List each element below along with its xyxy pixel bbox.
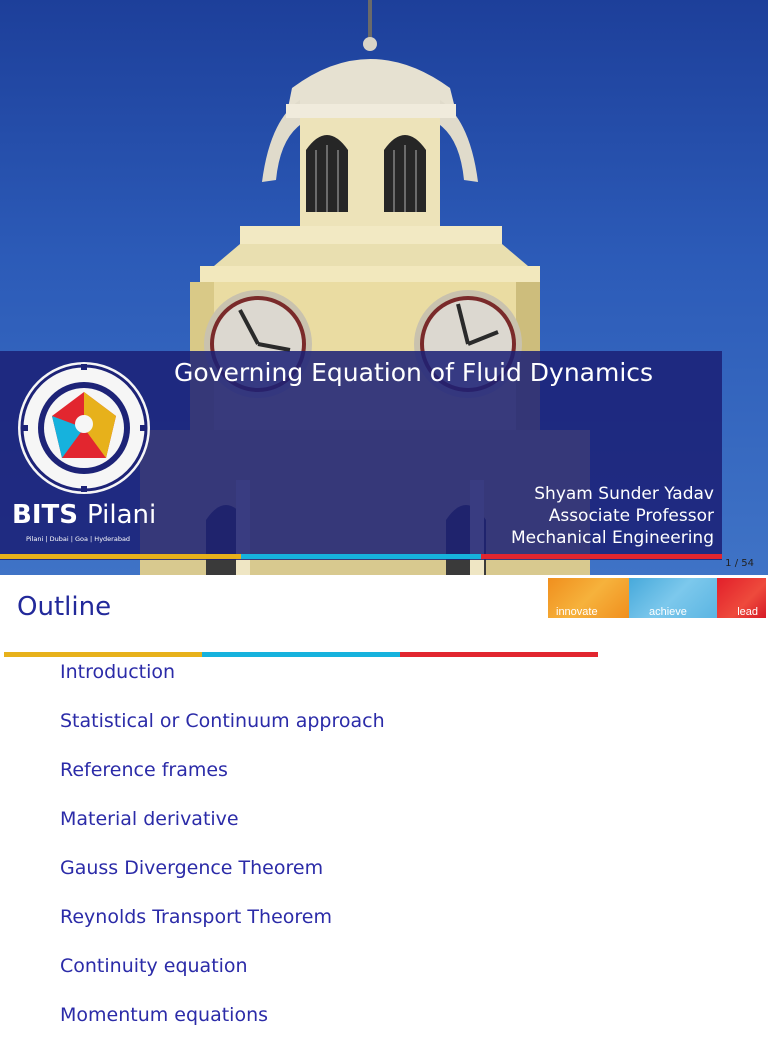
- brand-strip: [548, 578, 766, 618]
- stripe-cyan: [202, 652, 400, 657]
- stripe-gold: [0, 554, 241, 559]
- outline-slide: [0, 575, 768, 1024]
- outline-item[interactable]: Introduction: [60, 661, 176, 683]
- color-stripe: [0, 554, 722, 559]
- outline-item[interactable]: Momentum equations: [60, 1004, 269, 1026]
- stripe-cyan: [241, 554, 482, 559]
- outline-list: [60, 659, 385, 1051]
- brand-innovate: innovate: [548, 578, 629, 618]
- author-position: Associate Professor: [548, 506, 714, 526]
- author-department: Mechanical Engineering: [510, 528, 714, 548]
- author-block: [511, 483, 714, 549]
- stripe-red: [481, 554, 722, 559]
- outline-title: Outline: [17, 592, 112, 622]
- outline-item[interactable]: Reynolds Transport Theorem: [60, 906, 332, 928]
- author-name: Shyam Sunder Yadav: [534, 484, 714, 504]
- outline-item[interactable]: Reference frames: [60, 759, 228, 781]
- stripe-red: [400, 652, 598, 657]
- outline-item[interactable]: Material derivative: [60, 808, 239, 830]
- brand-achieve: achieve: [629, 578, 717, 618]
- bits-pilani-wordmark: BITS Pilani: [12, 500, 157, 530]
- slide-title: Governing Equation of Fluid Dynamics: [174, 358, 654, 387]
- campus-list: Pilani | Dubai | Goa | Hyderabad: [26, 535, 131, 543]
- page-indicator: 1 / 54: [725, 558, 754, 569]
- brand-lead: lead: [717, 578, 766, 618]
- bits-emblem-logo: [12, 358, 157, 498]
- outline-item[interactable]: Gauss Divergence Theorem: [60, 857, 324, 879]
- stripe-gold: [4, 652, 202, 657]
- outline-item[interactable]: Continuity equation: [60, 955, 248, 977]
- color-stripe: [4, 652, 598, 657]
- outline-item[interactable]: Statistical or Continuum approach: [60, 710, 385, 732]
